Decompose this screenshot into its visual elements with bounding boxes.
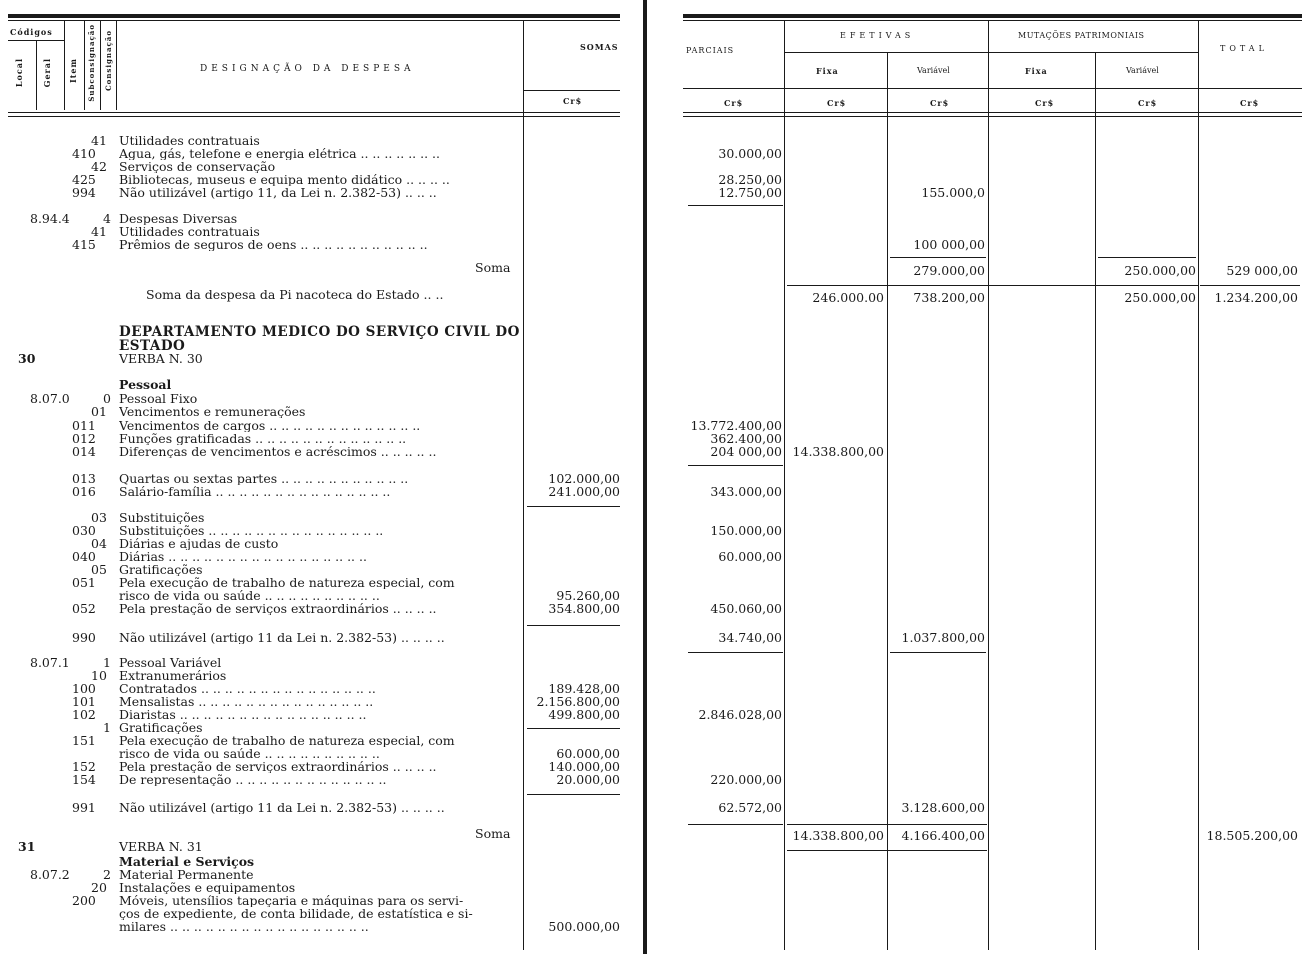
soma-value: 95.260,00 <box>556 588 620 603</box>
parciais-rule-3 <box>688 652 783 653</box>
parciais-value: 2.846.028,00 <box>698 707 782 722</box>
expense-description: Despesas Diversas <box>119 212 238 225</box>
header-bottom-rule-2 <box>8 116 620 117</box>
r-cur-3: Cr$ <box>930 98 950 108</box>
r-currency-rule <box>683 88 1302 89</box>
somas-rule-3 <box>527 728 620 729</box>
soma-value: 20.000,00 <box>556 772 620 787</box>
expense-description: Quartas ou sextas partes .. .. .. .. .. .. .. .. .. .. .. <box>119 472 409 485</box>
r-cur-1: Cr$ <box>724 98 744 108</box>
expense-description: Gratificações <box>119 563 203 576</box>
header-local: Local <box>14 58 24 88</box>
expense-description: Pessoal Fixo <box>119 392 198 405</box>
somas-rule-4 <box>527 794 620 795</box>
expense-description: Agua, gás, telefone e energia elétrica .. .. .. .. .. .. .. <box>119 147 440 160</box>
header-variavel: Variável <box>917 66 950 75</box>
right-top-rule-thin <box>683 20 1302 21</box>
header-geral: Geral <box>42 58 52 88</box>
mpvar-rule-1 <box>1098 257 1196 258</box>
code-subconsignacao: 102 <box>72 707 96 722</box>
code-subconsignacao: 011 <box>72 418 96 433</box>
soma-rule-a <box>787 285 1199 286</box>
page-gutter <box>643 0 647 954</box>
code-local: 8.94.4 <box>30 211 70 226</box>
r-body-sep-5 <box>1198 120 1199 950</box>
code-item: 0 <box>103 391 111 406</box>
header-efetivas: EFETIVAS <box>840 31 915 40</box>
code-local: 8.07.2 <box>30 867 70 882</box>
variavel-value: 738.200,00 <box>913 290 985 305</box>
r-cur-2: Cr$ <box>827 98 847 108</box>
variavel-value: 1.037.800,00 <box>901 630 985 645</box>
expense-description: Móveis, utensílios tapeçaria e máquinas para os servi- <box>119 894 464 907</box>
col-sep-somas <box>523 20 524 120</box>
code-subconsignacao: 014 <box>72 444 96 459</box>
code-item: 01 <box>91 404 107 419</box>
r-col-sep-1 <box>784 20 785 120</box>
code-item: 4 <box>103 211 111 226</box>
parciais-value: 13.772.400,00 <box>690 418 782 433</box>
expense-description: Gratificações <box>119 721 203 734</box>
soma-value: 140.000,00 <box>548 759 620 774</box>
expense-description: Contratados .. .. .. .. .. .. .. .. .. .. .. .. .. .. .. <box>119 682 376 695</box>
fixa-value: 14.338.800,00 <box>792 828 884 843</box>
expense-description: Pela execução de trabalho de natureza especial, com <box>119 734 455 747</box>
header-mutacoes: MUTAÇÕES PATRIMONIAIS <box>1018 31 1145 40</box>
var-rule-1 <box>890 257 986 258</box>
code-item: 10 <box>91 668 107 683</box>
code-item: 41 <box>91 133 107 148</box>
code-item: 04 <box>91 536 107 551</box>
soma-value: 499.800,00 <box>548 707 620 722</box>
code-item: 20 <box>91 880 107 895</box>
expense-description: Utilidades contratuais <box>119 225 260 238</box>
code-item: 03 <box>91 510 107 525</box>
code-subconsignacao: 425 <box>72 172 96 187</box>
soma-value: 354.800,00 <box>548 601 620 616</box>
code-subconsignacao: 030 <box>72 523 96 538</box>
soma-label-1: Soma <box>475 260 511 275</box>
mp-variavel-value: 250.000,00 <box>1124 290 1196 305</box>
soma-value: 60.000,00 <box>556 746 620 761</box>
soma-label-2: Soma <box>475 826 511 841</box>
soma-value: 189.428,00 <box>548 681 620 696</box>
expense-description: Diárias .. .. .. .. .. .. .. .. .. .. .. .. .. .. .. .. .. <box>119 550 367 563</box>
code-subconsignacao: 100 <box>72 681 96 696</box>
total-value: 1.234.200,00 <box>1214 290 1298 305</box>
col-sep-3 <box>84 20 85 110</box>
parciais-value: 220.000,00 <box>710 772 782 787</box>
top-rule <box>8 14 620 18</box>
total-value: 18.505.200,00 <box>1206 828 1298 843</box>
code-item: 05 <box>91 562 107 577</box>
parciais-rule-2 <box>688 465 783 466</box>
code-subconsignacao: 040 <box>72 549 96 564</box>
expense-description: De representação .. .. .. .. .. .. .. .. .. .. .. .. .. <box>119 773 387 786</box>
code-item: 1 <box>103 655 111 670</box>
header-variavel-mp: Variável <box>1126 66 1159 75</box>
somas-rule-2 <box>527 625 620 626</box>
col-sep-1 <box>36 40 37 110</box>
expense-description: Prêmios de seguros de oens .. .. .. .. .. .. .. .. .. .. .. <box>119 238 428 251</box>
header-fixa-mp: Fixa <box>1025 66 1048 76</box>
expense-description: ços de expediente, de conta bilidade, de estatística e si- <box>119 907 473 920</box>
fixa-value: 246.000.00 <box>812 290 884 305</box>
expense-description: Substituições .. .. .. .. .. .. .. .. .. .. .. .. .. .. .. <box>119 524 384 537</box>
expense-description: Vencimentos de cargos .. .. .. .. .. .. .. .. .. .. .. .. .. <box>119 419 421 432</box>
code-subconsignacao: 016 <box>72 484 96 499</box>
r-col-sep-3 <box>1198 20 1199 120</box>
left-body-col-sep <box>523 120 524 950</box>
expense-description: Utilidades contratuais <box>119 134 260 147</box>
parciais-value: 450.060,00 <box>710 601 782 616</box>
expense-description: Diferenças de vencimentos e acréscimos .. .. .. .. .. <box>119 445 437 458</box>
code-subconsignacao: 051 <box>72 575 96 590</box>
r-sub-rule <box>784 52 1198 53</box>
parciais-value: 30.000,00 <box>718 146 782 161</box>
code-item: 1 <box>103 720 111 735</box>
header-total: TOTAL <box>1220 44 1268 53</box>
code-item: 2 <box>103 867 111 882</box>
fixa-value: 14.338.800,00 <box>792 444 884 459</box>
expense-description: Salário-família .. .. .. .. .. .. .. .. .. .. .. .. .. .. .. <box>119 485 391 498</box>
dept-title-line2: ESTADO <box>119 338 186 354</box>
parciais-value: 343.000,00 <box>710 484 782 499</box>
expense-description: Diaristas .. .. .. .. .. .. .. .. .. .. .. .. .. .. .. .. <box>119 708 367 721</box>
expense-description: Vencimentos e remunerações <box>119 405 306 418</box>
verba30-code: 30 <box>18 351 36 366</box>
expense-description: Bibliotecas, museus e equipa mento didático .. .. .. .. <box>119 173 450 186</box>
code-subconsignacao: 151 <box>72 733 96 748</box>
expense-description: Diárias e ajudas de custo <box>119 537 279 550</box>
r-cur-4: Cr$ <box>1035 98 1055 108</box>
expense-description: Pessoal Variável <box>119 656 222 669</box>
somas-sub-rule <box>523 90 620 91</box>
r-cur-6: Cr$ <box>1240 98 1260 108</box>
code-subconsignacao: 152 <box>72 759 96 774</box>
total-value: 529 000,00 <box>1226 263 1298 278</box>
parciais-value: 12.750,00 <box>718 185 782 200</box>
code-subconsignacao: 101 <box>72 694 96 709</box>
code-subconsignacao: 410 <box>72 146 96 161</box>
variavel-value: 279.000,00 <box>913 263 985 278</box>
code-item: 41 <box>91 224 107 239</box>
r-header-bottom-2 <box>683 116 1302 117</box>
header-somas: SOMAS <box>580 42 619 52</box>
code-subconsignacao: 154 <box>72 772 96 787</box>
code-subconsignacao: 991 <box>72 800 96 815</box>
r-col-sep-fixa <box>887 52 888 120</box>
code-subconsignacao: 200 <box>72 893 96 908</box>
parciais-value: 34.740,00 <box>718 630 782 645</box>
col-sep-5 <box>116 20 117 110</box>
code-subconsignacao: 415 <box>72 237 96 252</box>
header-fixa: Fixa <box>816 66 839 76</box>
expense-description: risco de vida ou saúde .. .. .. .. .. .. .. .. .. .. <box>119 589 380 602</box>
variavel-value: 100 000,00 <box>913 237 985 252</box>
header-bottom-rule <box>8 112 620 113</box>
right-top-rule <box>683 14 1302 18</box>
parciais-value: 204 000,00 <box>710 444 782 459</box>
variavel-value: 155.000,0 <box>921 185 985 200</box>
r-cur-5: Cr$ <box>1138 98 1158 108</box>
header-codigos: Códigos <box>10 27 53 37</box>
expense-description: Instalações e equipamentos <box>119 881 296 894</box>
parciais-value: 62.572,00 <box>718 800 782 815</box>
header-currency: Cr$ <box>563 96 583 106</box>
code-local: 8.07.1 <box>30 655 70 670</box>
code-subconsignacao: 013 <box>72 471 96 486</box>
header-designacao: DESIGNAÇÃO DA DESPESA <box>200 64 415 74</box>
var-rule-2 <box>890 652 986 653</box>
code-local: 8.07.0 <box>30 391 70 406</box>
code-subconsignacao: 052 <box>72 601 96 616</box>
header-item: Item <box>68 58 78 83</box>
total-rule-a <box>1200 285 1300 286</box>
soma-rule-c <box>787 850 987 851</box>
expense-description: Pela prestação de serviços extraordinários .. .. .. .. <box>119 760 437 773</box>
expense-description: Não utilizável (artigo 11, da Lei n. 2.382-53) .. .. .. <box>119 186 437 199</box>
col-sep-4 <box>100 20 101 110</box>
somas-rule-1 <box>527 506 620 507</box>
r-body-sep-1 <box>784 120 785 950</box>
parciais-value: 362.400,00 <box>710 431 782 446</box>
expense-description: risco de vida ou saúde .. .. .. .. .. .. .. .. .. .. <box>119 747 380 760</box>
expense-description: Não utilizável (artigo 11 da Lei n. 2.382-53) .. .. .. .. <box>119 801 445 814</box>
soma-pinacoteca: Soma da despesa da Pi nacoteca do Estado .. .. <box>146 287 444 302</box>
dept-title-line1: DEPARTAMENTO MEDICO DO SERVIÇO CIVIL DO <box>119 324 520 340</box>
expense-description: Material Permanente <box>119 868 254 881</box>
soma-rule-b <box>787 824 987 825</box>
parciais-value: 28.250,00 <box>718 172 782 187</box>
material-title: Material e Serviços <box>119 854 255 869</box>
code-subconsignacao: 990 <box>72 630 96 645</box>
code-subconsignacao: 012 <box>72 431 96 446</box>
expense-description: Substituições <box>119 511 205 524</box>
variavel-value: 4.166.400,00 <box>901 828 985 843</box>
soma-value: 241.000,00 <box>548 484 620 499</box>
header-parciais: PARCIAIS <box>686 46 735 55</box>
verba31-title: VERBA N. 31 <box>119 839 203 854</box>
verba31-code: 31 <box>18 839 36 854</box>
header-subconsignacao: Subconsignação <box>87 24 96 102</box>
r-body-sep-3 <box>988 120 989 950</box>
expense-description: Mensalistas .. .. .. .. .. .. .. .. .. .. .. .. .. .. .. <box>119 695 374 708</box>
code-subconsignacao: 994 <box>72 185 96 200</box>
parciais-rule-1 <box>688 205 783 206</box>
variavel-value: 3.128.600,00 <box>901 800 985 815</box>
parciais-value: 150.000,00 <box>710 523 782 538</box>
expense-description: Não utilizável (artigo 11 da Lei n. 2.382-53) .. .. .. .. <box>119 631 445 644</box>
header-consignacao: Consignação <box>104 30 113 91</box>
expense-description: milares .. .. .. .. .. .. .. .. .. .. .. .. .. .. .. .. .. <box>119 920 369 933</box>
r-col-sep-mpfixa <box>1095 52 1096 120</box>
r-header-bottom <box>683 112 1302 113</box>
soma-value: 102.000,00 <box>548 471 620 486</box>
soma-value: 500.000,00 <box>548 919 620 934</box>
pessoal-title: Pessoal <box>119 377 172 392</box>
r-body-sep-4 <box>1095 120 1096 950</box>
expense-description: Funções gratificadas .. .. .. .. .. .. .. .. .. .. .. .. .. <box>119 432 407 445</box>
expense-description: Serviços de conservação <box>119 160 276 173</box>
code-item: 42 <box>91 159 107 174</box>
soma-value: 2.156.800,00 <box>536 694 620 709</box>
expense-description: Pela execução de trabalho de natureza especial, com <box>119 576 455 589</box>
parciais-rule-4 <box>688 824 783 825</box>
r-col-sep-2 <box>988 20 989 120</box>
expense-description: Extranumerários <box>119 669 227 682</box>
verba30-title: VERBA N. 30 <box>119 351 203 366</box>
mp-variavel-value: 250.000,00 <box>1124 263 1196 278</box>
parciais-value: 60.000,00 <box>718 549 782 564</box>
expense-description: Pela prestação de serviços extraordinários .. .. .. .. <box>119 602 437 615</box>
col-sep-2 <box>64 20 65 110</box>
